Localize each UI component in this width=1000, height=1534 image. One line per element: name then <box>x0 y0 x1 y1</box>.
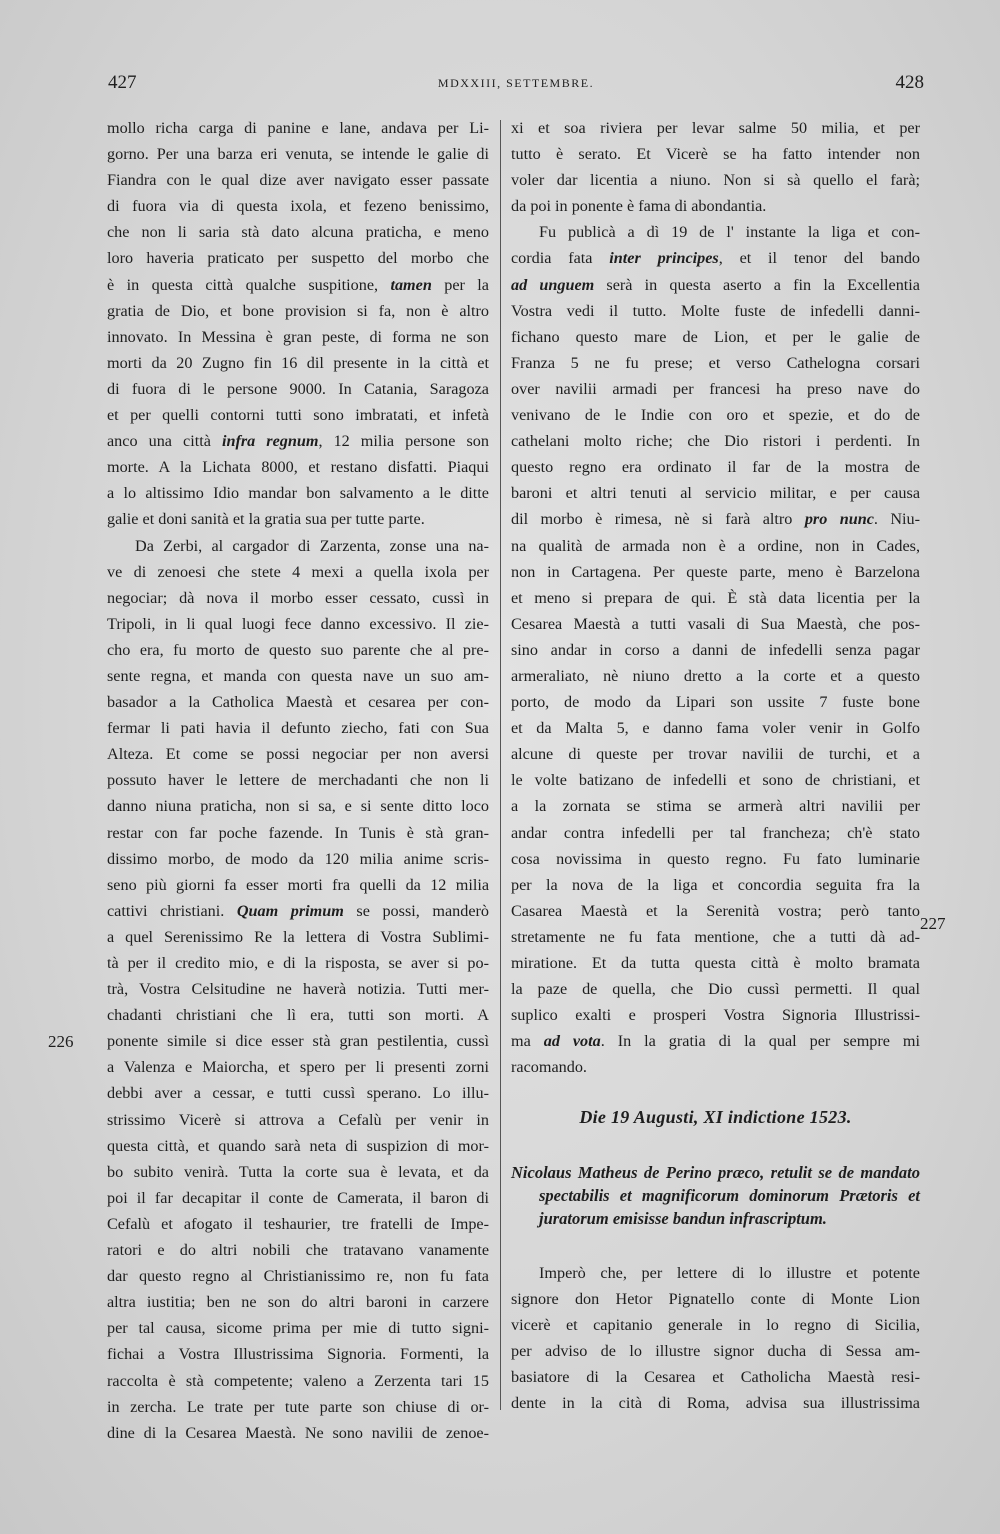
text-line <box>107 898 489 924</box>
text-segment: se possi, manderò <box>343 901 489 920</box>
paragraph <box>107 115 489 533</box>
text-line: basiatore di la Cesarea et Catholicha Maestà resi- <box>511 1367 920 1386</box>
text-line: Fu publicà a dì 19 de l' instante la liga et con- <box>539 223 920 242</box>
italic-term: inter principes <box>609 249 719 268</box>
text-line: basador a la Catholica Maestà et cesarea per con- <box>107 693 489 712</box>
text-segment: cordia fata <box>511 249 593 268</box>
text-line: per tal causa, sicome prima per mie di tutto signi- <box>107 1319 489 1338</box>
text-segment: anco una città <box>107 432 211 451</box>
text-line: stretamente ne fu fata mentione, che a tutti dà ad- <box>511 927 920 946</box>
text-line: a la zornata se stima se armerà altri navilii per <box>511 797 920 816</box>
text-line: et per quelli contorni tutti sono imbratati, et infetà <box>107 406 489 425</box>
text-line: Tripoli, in li qual luogi fece danno excessivo. Il zie- <box>107 614 489 633</box>
text-segment: dil morbo è rimesa, nè si farà altro <box>511 510 793 529</box>
text-line: andar contra infedelli per tal francheza; ch'è stato <box>511 823 920 842</box>
text-line: fichai a Vostra Illustrissima Signoria. Formenti, la <box>107 1345 489 1364</box>
text-line: chadanti christiani che lì era, tutti son morti. A <box>107 1006 489 1025</box>
text-line: innovato. In Messina è gran peste, di forma ne son <box>107 327 489 346</box>
section-heading: Die 19 Augusti, XI indictione 1523. <box>579 1107 852 1128</box>
text-line: Alteza. Et come se possi negociar per non aversi <box>107 745 489 764</box>
text-line: cosa novissima in questo regno. Fu fato luminarie <box>511 849 920 868</box>
margin-note-right: 227 <box>920 914 946 933</box>
left-column <box>107 115 489 1446</box>
text-line: dissimo morbo, de modo da 120 milia anime scris- <box>107 849 489 868</box>
text-line: a lo altissimo Idio mandar bon salvamento a le ditte <box>107 484 489 503</box>
text-line: possuto haver le lettere de merchadanti che non li <box>107 771 489 790</box>
text-line: baroni et altri tenuti al servicio militar, e per causa <box>511 484 920 503</box>
text-line: over navilii armadi per francesi ha preso nave do <box>511 379 920 398</box>
text-line: questo regno era ordinato il far de la mostra de <box>511 458 920 477</box>
text-line: gratia de Dio, et bone provision si fa, non è altro <box>107 301 489 320</box>
page-number-left: 427 <box>108 72 137 93</box>
text-line: dine di la Cesarea Maestà. Ne sono navilii de zenoe- <box>107 1423 489 1442</box>
text-line: Cefalù et afogato il teshaurier, tre fratelli de Impe- <box>107 1214 489 1233</box>
text-line: ponente simile si dice esser stà gran pestilentia, cussì <box>107 1032 489 1051</box>
text-line: fichano questo mare de Lion, et per le galie de <box>511 327 920 346</box>
decree-statement: Nicolaus Matheus de Perino præco, retulit se de mandato spectabilis et magnificorum dominorum Prætoris et juratorum emisisse bandun infrascriptum. <box>511 1162 920 1228</box>
text-line: ratori e do altri nobili che tratavano vanamente <box>107 1241 489 1260</box>
text-line: in zercha. Le trate per tute parte son chiuse di or- <box>107 1397 489 1416</box>
text-line: trà, Vostra Celsitudine ne haverà notizia. Tutti mer- <box>107 980 489 999</box>
text-segment: ma <box>511 1032 531 1051</box>
margin-note-left: 226 <box>48 1032 74 1051</box>
text-line: porto, de modo da Lipari son ussite 7 fuste bone <box>511 693 920 712</box>
text-line: di fuora di le persone 9000. In Catania, Saragoza <box>107 379 489 398</box>
text-line <box>511 272 920 298</box>
text-segment: è in questa città qualche suspitione, <box>107 275 379 294</box>
italic-term: ad unguem <box>511 275 595 294</box>
italic-term: Quam primum <box>236 901 344 920</box>
text-line: cathelani molto riche; che Dio ristori i perdenti. In <box>511 432 920 451</box>
text-line: non in Cartagena. Per queste parte, meno è Barzelona <box>511 562 920 581</box>
text-segment: cattivi christiani. <box>107 901 225 920</box>
text-line: cho era, fu morto de questo suo parente che al pre- <box>107 640 489 659</box>
text-line: loro haveria praticato per suspetto del morbo che <box>107 249 489 268</box>
running-title: MDXXIII, SETTEMBRE. <box>437 76 595 90</box>
text-segment: , 12 milia persone son <box>318 432 489 451</box>
text-line: tà per il credito mio, e di la risposta, se aver si po- <box>107 954 489 972</box>
text-line: gorno. Per una barza eri venuta, se intende le galie di <box>107 145 489 164</box>
italic-term: infra regnum <box>221 432 319 451</box>
text-line: Casarea Maestà et la Serenità vostra; però tanto <box>511 901 920 920</box>
text-line: sino andar in corso a danni de infedelli senza pagar <box>511 640 920 659</box>
text-line: Vostra vedi il tutto. Molte fuste de infedelli danni- <box>511 301 920 320</box>
text-segment: serà in questa aserto a fin la Excellentia <box>594 275 920 294</box>
text-line: a Valenza e Maiorcha, et spero per li presenti zorni <box>107 1058 489 1077</box>
text-line: et da Malta 5, e danno fama voler venir in Golfo <box>511 719 920 738</box>
italic-term: ad vota <box>543 1032 601 1051</box>
text-segment: , et il tenor del bando <box>718 249 921 268</box>
text-line: tutto è serato. Et Vicerè se ha fatto intender non <box>511 145 920 164</box>
paragraph <box>107 533 489 1446</box>
text-line: questa città, et quando sarà neta di suspizion di mor- <box>107 1136 489 1155</box>
text-line: dente in la cità di Roma, advisa sua illustrissima <box>511 1394 920 1413</box>
text-line: che non li saria stà dato alcuna praticha, e meno <box>107 223 489 242</box>
text-line: la paze de quella, che Dio cussì permetti. Il qual <box>511 980 920 999</box>
text-line <box>107 272 489 298</box>
text-segment: . Niu- <box>873 510 921 529</box>
column-divider <box>500 120 501 1410</box>
text-line: Imperò che, per lettere di lo illustre et potente <box>539 1263 920 1282</box>
text-line: xi et soa riviera per levar salme 50 milia, et per <box>511 119 920 137</box>
right-column <box>511 115 920 1416</box>
text-line: morti da 20 Zugno fin 16 dil presente in la città et <box>107 353 489 372</box>
text-line: le volte batizano de infedelli et sono de christiani, et <box>511 771 920 790</box>
text-line <box>511 1028 920 1054</box>
text-segment: . In la gratia di la qual per sempre mi <box>600 1032 920 1051</box>
text-line: poi il far decapitar il conte de Camerata, il baron di <box>107 1188 489 1207</box>
text-line: signore don Hetor Pignatello conte di Monte Lion <box>511 1289 920 1308</box>
text-line: altra iustitia; ben ne son do altri baroni in carzere <box>107 1293 489 1312</box>
text-line: seno più giorni fa esser morti fra quelli da 12 milia <box>107 875 489 894</box>
text-line: ve di zenoesi che stete 4 mexi a quella ixola per <box>107 562 489 581</box>
text-line: miratione. Et da tutta questa città è molto bramata <box>511 954 920 972</box>
text-line: mollo richa carga di panine e lane, andava per Li- <box>107 119 489 137</box>
text-line: racomando. <box>511 1058 587 1077</box>
text-line: restar con far poche fazende. In Tunis è stà gran- <box>107 823 489 842</box>
text-line: alcune di queste per trovar navilii de turchi, et a <box>511 745 920 764</box>
text-line: morte. A la Lichata 8000, et restano disfatti. Piaqui <box>107 458 489 477</box>
italic-term: tamen <box>390 275 432 294</box>
text-line: voler dar licentia a niuno. Non si sà quello el farà; <box>511 171 920 190</box>
text-line: per la nova de la liga et concordia seguita fra la <box>511 875 920 894</box>
text-line: negociar; dà nova il morbo esser cessato, cussì in <box>107 588 489 607</box>
paragraph <box>511 115 920 219</box>
text-line: Franza 5 ne fu prese; et verso Cathelogna corsari <box>511 353 920 372</box>
text-line: bo subito venirà. Tutta la corte sua è levata, et da <box>107 1162 489 1181</box>
text-segment: per la <box>431 275 489 294</box>
italic-term: pro nunc <box>804 510 874 529</box>
paragraph <box>511 1260 920 1417</box>
text-line: raccolta è stà competente; valeno a Zerzenta tari 15 <box>107 1371 489 1390</box>
text-line: danno niuna praticha, non si sa, e si sente ditto loco <box>107 797 489 816</box>
text-line: armeraliato, nè niuno dretto a la corte et a questo <box>511 666 920 685</box>
text-line: debbi aver a cessar, e tutti cussì sperano. Lo illu- <box>107 1084 489 1103</box>
text-line: per adviso de lo illustre signor ducha di Sessa am- <box>511 1341 920 1360</box>
text-line: strissimo Vicerè si attrova a Cefalù per venir in <box>107 1110 489 1129</box>
text-line: sente regna, et manda con questa nave un suo am- <box>107 666 489 685</box>
page-number-right: 428 <box>895 72 924 93</box>
text-line: a quel Serenissimo Re la lettera di Vostra Sublimi- <box>107 927 489 946</box>
text-line: na qualità de armada non è a ordine, non in Cades, <box>511 536 920 555</box>
paragraph <box>511 219 920 1080</box>
text-line: Da Zerbi, al cargador di Zarzenta, zonse una na- <box>135 536 489 555</box>
text-line: Fiandra con le qual dize aver navigato esser passate <box>107 171 489 190</box>
running-header <box>108 72 924 100</box>
text-line: venivano de le Indie con oro et spezie, et do de <box>511 406 920 425</box>
text-line <box>107 428 489 454</box>
text-line: di fuora via di questa ixola, et fezeno benissimo, <box>107 197 489 216</box>
text-line: galie et doni sanità et la gratia sua per tutte parte. <box>107 510 425 529</box>
text-line: et meno si prepara de qui. È stà data licentia per la <box>511 588 920 607</box>
text-line: Cesarea Maestà a tutti vasali di Sua Maestà, che pos- <box>511 614 920 633</box>
text-line: suplico exalti e prosperi Vostra Signoria Illustrissi- <box>511 1006 920 1025</box>
text-line: dar questo regno al Christianissimo re, non fu fata <box>107 1267 489 1286</box>
text-line <box>511 245 920 271</box>
text-line: fermar li pati havia il defunto ziecho, fati con Sua <box>107 719 489 738</box>
text-line <box>511 506 920 532</box>
text-line: da poi in ponente è fama di abondantia. <box>511 197 767 216</box>
text-line: vicerè et capitanio generale in lo regno di Sicilia, <box>511 1315 920 1334</box>
